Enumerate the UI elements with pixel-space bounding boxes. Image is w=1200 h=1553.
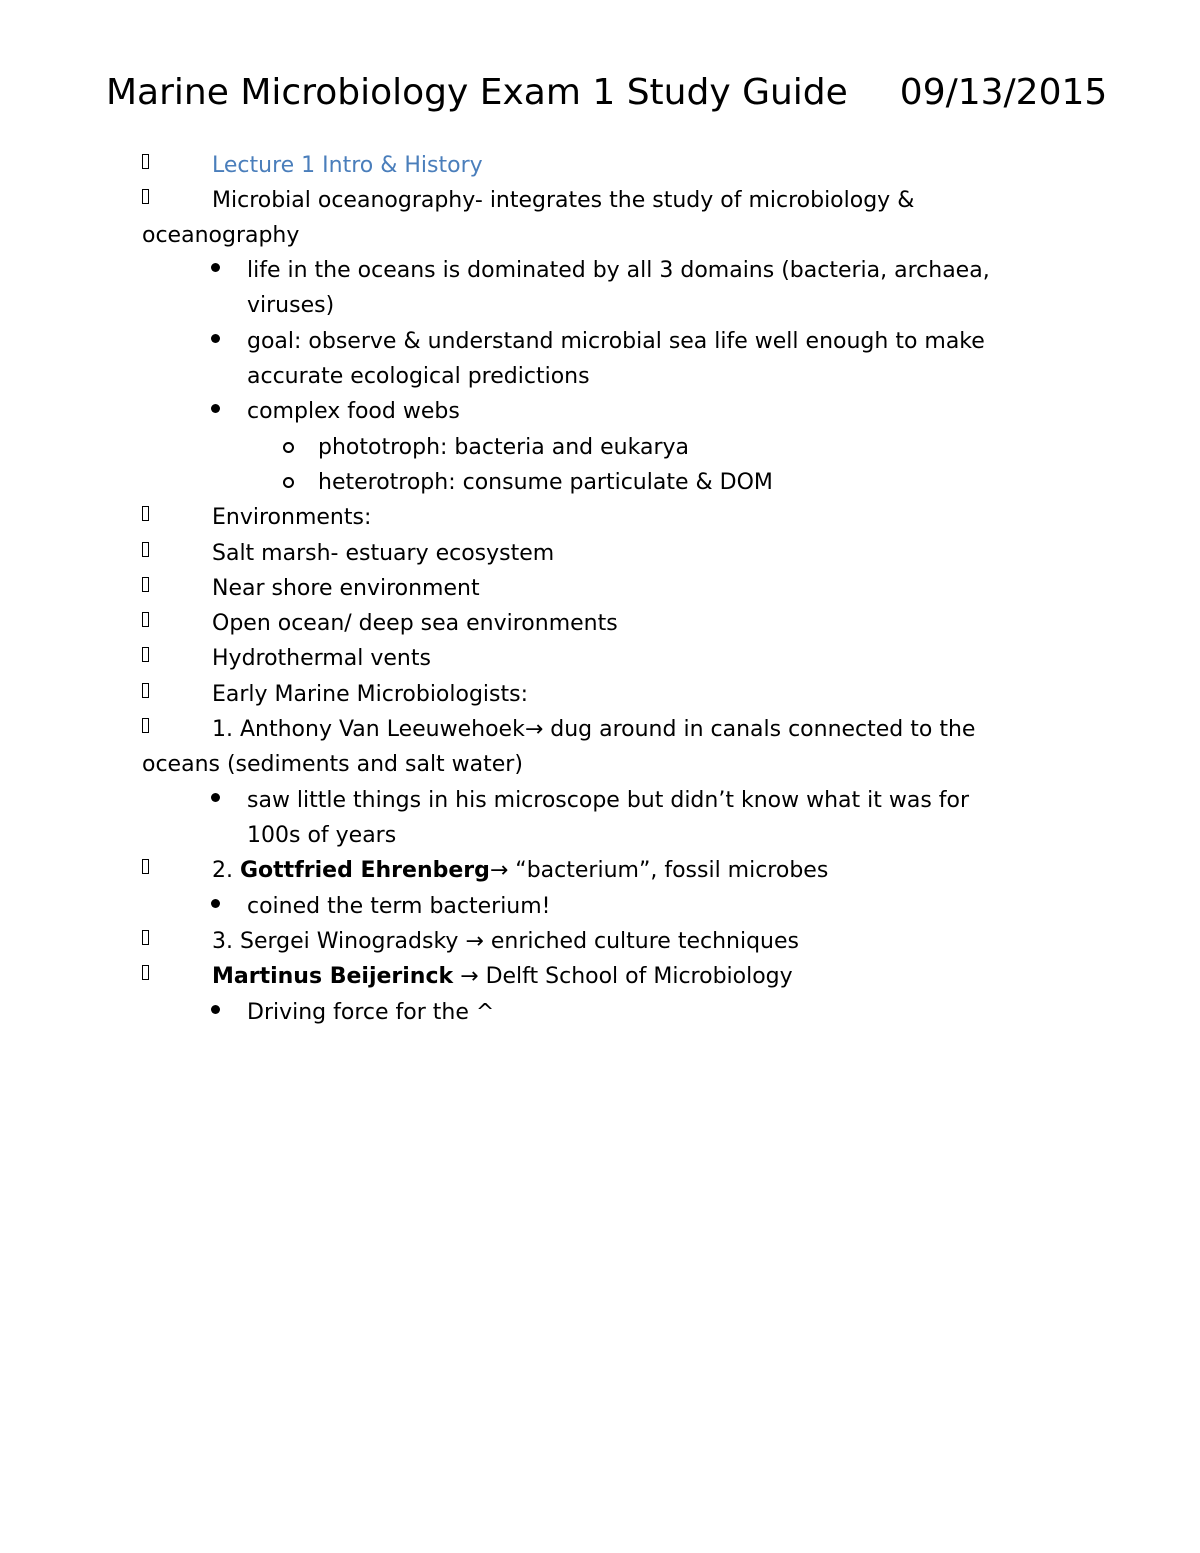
list-item: heterotroph: consume particulate & DOM [318, 470, 773, 495]
bullet-icon [211, 334, 220, 343]
item-text: dug around in canals connected to the [543, 717, 976, 742]
list-item [212, 924, 799, 959]
item-text: Delft School of Microbiology [478, 964, 793, 989]
list-item: Microbial oceanography- integrates the study of microbiology & [212, 188, 915, 213]
list-item [212, 712, 975, 747]
list-item [212, 853, 828, 888]
square-bullet-icon [142, 542, 149, 557]
list-item: Environments: [212, 505, 372, 530]
square-bullet-icon [142, 683, 149, 698]
list-item: Salt marsh- estuary ecosystem [212, 541, 555, 566]
hollow-bullet-icon [283, 477, 294, 488]
arrow-icon: → [460, 964, 479, 989]
list-item-continuation: oceans (sediments and salt water) [142, 752, 523, 777]
list-item: Early Marine Microbiologists: [212, 682, 529, 707]
list-item: Open ocean/ deep sea environments [212, 611, 618, 636]
square-bullet-icon [142, 965, 149, 980]
hollow-bullet-icon [283, 442, 294, 453]
item-number: 2. [212, 858, 240, 883]
title-date: 09/13/2015 [899, 72, 1108, 113]
square-bullet-icon [142, 930, 149, 945]
list-item [212, 959, 793, 994]
arrow-icon: → [465, 929, 484, 954]
bullet-icon [211, 1005, 220, 1014]
list-item: Near shore environment [212, 576, 480, 601]
square-bullet-icon [142, 189, 149, 204]
square-bullet-icon [142, 859, 149, 874]
section-heading: Lecture 1 Intro & History [212, 153, 483, 178]
title-text: Marine Microbiology Exam 1 Study Guide [106, 72, 848, 113]
list-item-continuation: oceanography [142, 223, 300, 248]
square-bullet-icon [142, 647, 149, 662]
arrow-icon: → [489, 858, 509, 883]
list-item-continuation: accurate ecological predictions [247, 364, 590, 389]
bullet-icon [211, 263, 220, 272]
square-bullet-icon [142, 506, 149, 521]
scientist-name: 3. Sergei Winogradsky [212, 929, 466, 954]
item-text: “bacterium”, fossil microbes [508, 858, 829, 883]
page-title [106, 70, 1107, 116]
list-item: coined the term bacterium! [247, 894, 551, 919]
list-item: life in the oceans is dominated by all 3 domains (bacteria, archaea, [247, 258, 990, 283]
list-item: saw little things in his microscope but didn’t know what it was for [247, 788, 970, 813]
list-item: phototroph: bacteria and eukarya [318, 435, 689, 460]
bullet-icon [211, 404, 220, 413]
list-item-continuation: 100s of years [247, 823, 397, 848]
square-bullet-icon [142, 154, 149, 169]
arrow-icon: → [524, 717, 544, 742]
item-text: enriched culture techniques [483, 929, 799, 954]
list-item-continuation: viruses) [247, 293, 335, 318]
square-bullet-icon [142, 718, 149, 733]
bullet-icon [211, 793, 220, 802]
list-item: goal: observe & understand microbial sea life well enough to make [247, 329, 985, 354]
list-item: complex food webs [247, 399, 460, 424]
bullet-icon [211, 899, 220, 908]
list-item: Driving force for the ^ [247, 1000, 495, 1025]
scientist-name: Gottfried Ehrenberg [239, 858, 490, 883]
scientist-name: 1. Anthony Van Leeuwehoek [212, 717, 525, 742]
square-bullet-icon [142, 577, 149, 592]
square-bullet-icon [142, 612, 149, 627]
list-item: Hydrothermal vents [212, 646, 431, 671]
scientist-name: Martinus Beijerinck [212, 964, 454, 989]
